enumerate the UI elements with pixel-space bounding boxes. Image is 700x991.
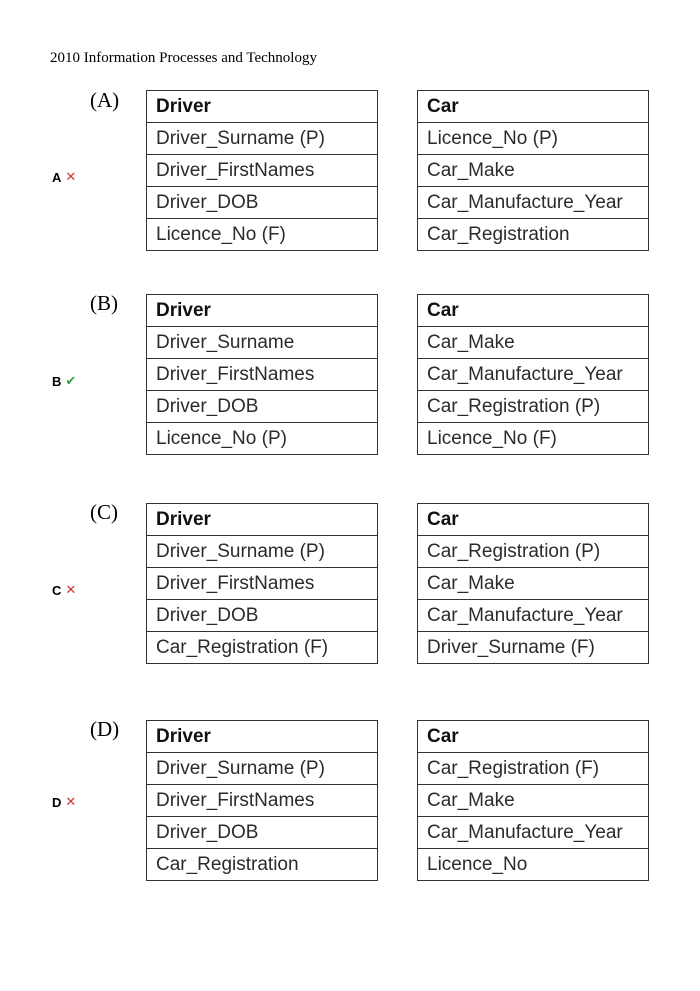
table-header: Car bbox=[418, 504, 649, 536]
table-cell: Driver_Surname (P) bbox=[147, 536, 378, 568]
option-c-mark bbox=[52, 582, 76, 598]
table-cell: Car_Registration (P) bbox=[418, 536, 649, 568]
table-cell: Car_Manufacture_Year bbox=[418, 187, 649, 219]
table-cell: Licence_No (F) bbox=[147, 219, 378, 251]
table-cell: Car_Make bbox=[418, 327, 649, 359]
table-cell: Car_Manufacture_Year bbox=[418, 600, 649, 632]
option-c-driver-table bbox=[146, 503, 378, 664]
option-b-mark bbox=[52, 373, 76, 389]
option-b-driver-table bbox=[146, 294, 378, 455]
option-d-driver-table bbox=[146, 720, 378, 881]
table-cell: Driver_FirstNames bbox=[147, 359, 378, 391]
option-a-driver-table bbox=[146, 90, 378, 251]
option-d-label: (D) bbox=[90, 717, 120, 741]
table-header: Driver bbox=[147, 91, 378, 123]
table-cell: Driver_FirstNames bbox=[147, 155, 378, 187]
table-cell: Licence_No (P) bbox=[147, 423, 378, 455]
table-header: Driver bbox=[147, 721, 378, 753]
mark-letter: D bbox=[52, 794, 62, 810]
table-cell: Driver_FirstNames bbox=[147, 785, 378, 817]
table-header: Car bbox=[418, 295, 649, 327]
table-cell: Driver_Surname bbox=[147, 327, 378, 359]
check-icon: ✔ bbox=[65, 373, 77, 388]
option-d-car-table bbox=[417, 720, 649, 881]
table-cell: Car_Manufacture_Year bbox=[418, 817, 649, 849]
table-cell: Driver_DOB bbox=[147, 187, 378, 219]
table-cell: Car_Make bbox=[418, 785, 649, 817]
table-cell: Car_Registration bbox=[418, 219, 649, 251]
table-cell: Car_Manufacture_Year bbox=[418, 359, 649, 391]
option-c-label: (C) bbox=[90, 500, 118, 524]
table-cell: Driver_Surname (F) bbox=[418, 632, 649, 664]
table-header: Driver bbox=[147, 295, 378, 327]
table-cell: Car_Registration (P) bbox=[418, 391, 649, 423]
table-cell: Driver_DOB bbox=[147, 817, 378, 849]
table-cell: Licence_No (F) bbox=[418, 423, 649, 455]
table-header: Car bbox=[418, 721, 649, 753]
table-cell: Driver_DOB bbox=[147, 391, 378, 423]
mark-letter: B bbox=[52, 373, 62, 389]
page-title: 2010 Information Processes and Technology bbox=[50, 50, 317, 66]
cross-icon: ✕ bbox=[65, 794, 77, 809]
option-d-mark bbox=[52, 794, 76, 810]
table-cell: Driver_Surname (P) bbox=[147, 753, 378, 785]
table-cell: Car_Registration (F) bbox=[147, 632, 378, 664]
table-header: Driver bbox=[147, 504, 378, 536]
table-cell: Car_Registration (F) bbox=[418, 753, 649, 785]
table-cell: Car_Make bbox=[418, 568, 649, 600]
cross-icon: ✕ bbox=[65, 169, 77, 184]
table-cell: Driver_FirstNames bbox=[147, 568, 378, 600]
table-cell: Driver_Surname (P) bbox=[147, 123, 378, 155]
option-a-label: (A) bbox=[90, 88, 120, 112]
option-b-car-table bbox=[417, 294, 649, 455]
mark-letter: A bbox=[52, 169, 62, 185]
option-b-label: (B) bbox=[90, 291, 118, 315]
table-cell: Car_Registration bbox=[147, 849, 378, 881]
table-cell: Licence_No bbox=[418, 849, 649, 881]
table-cell: Driver_DOB bbox=[147, 600, 378, 632]
option-a-car-table bbox=[417, 90, 649, 251]
table-cell: Licence_No (P) bbox=[418, 123, 649, 155]
table-cell: Car_Make bbox=[418, 155, 649, 187]
table-header: Car bbox=[418, 91, 649, 123]
option-c-car-table bbox=[417, 503, 649, 664]
mark-letter: C bbox=[52, 582, 62, 598]
cross-icon: ✕ bbox=[65, 582, 77, 597]
option-a-mark bbox=[52, 169, 76, 185]
